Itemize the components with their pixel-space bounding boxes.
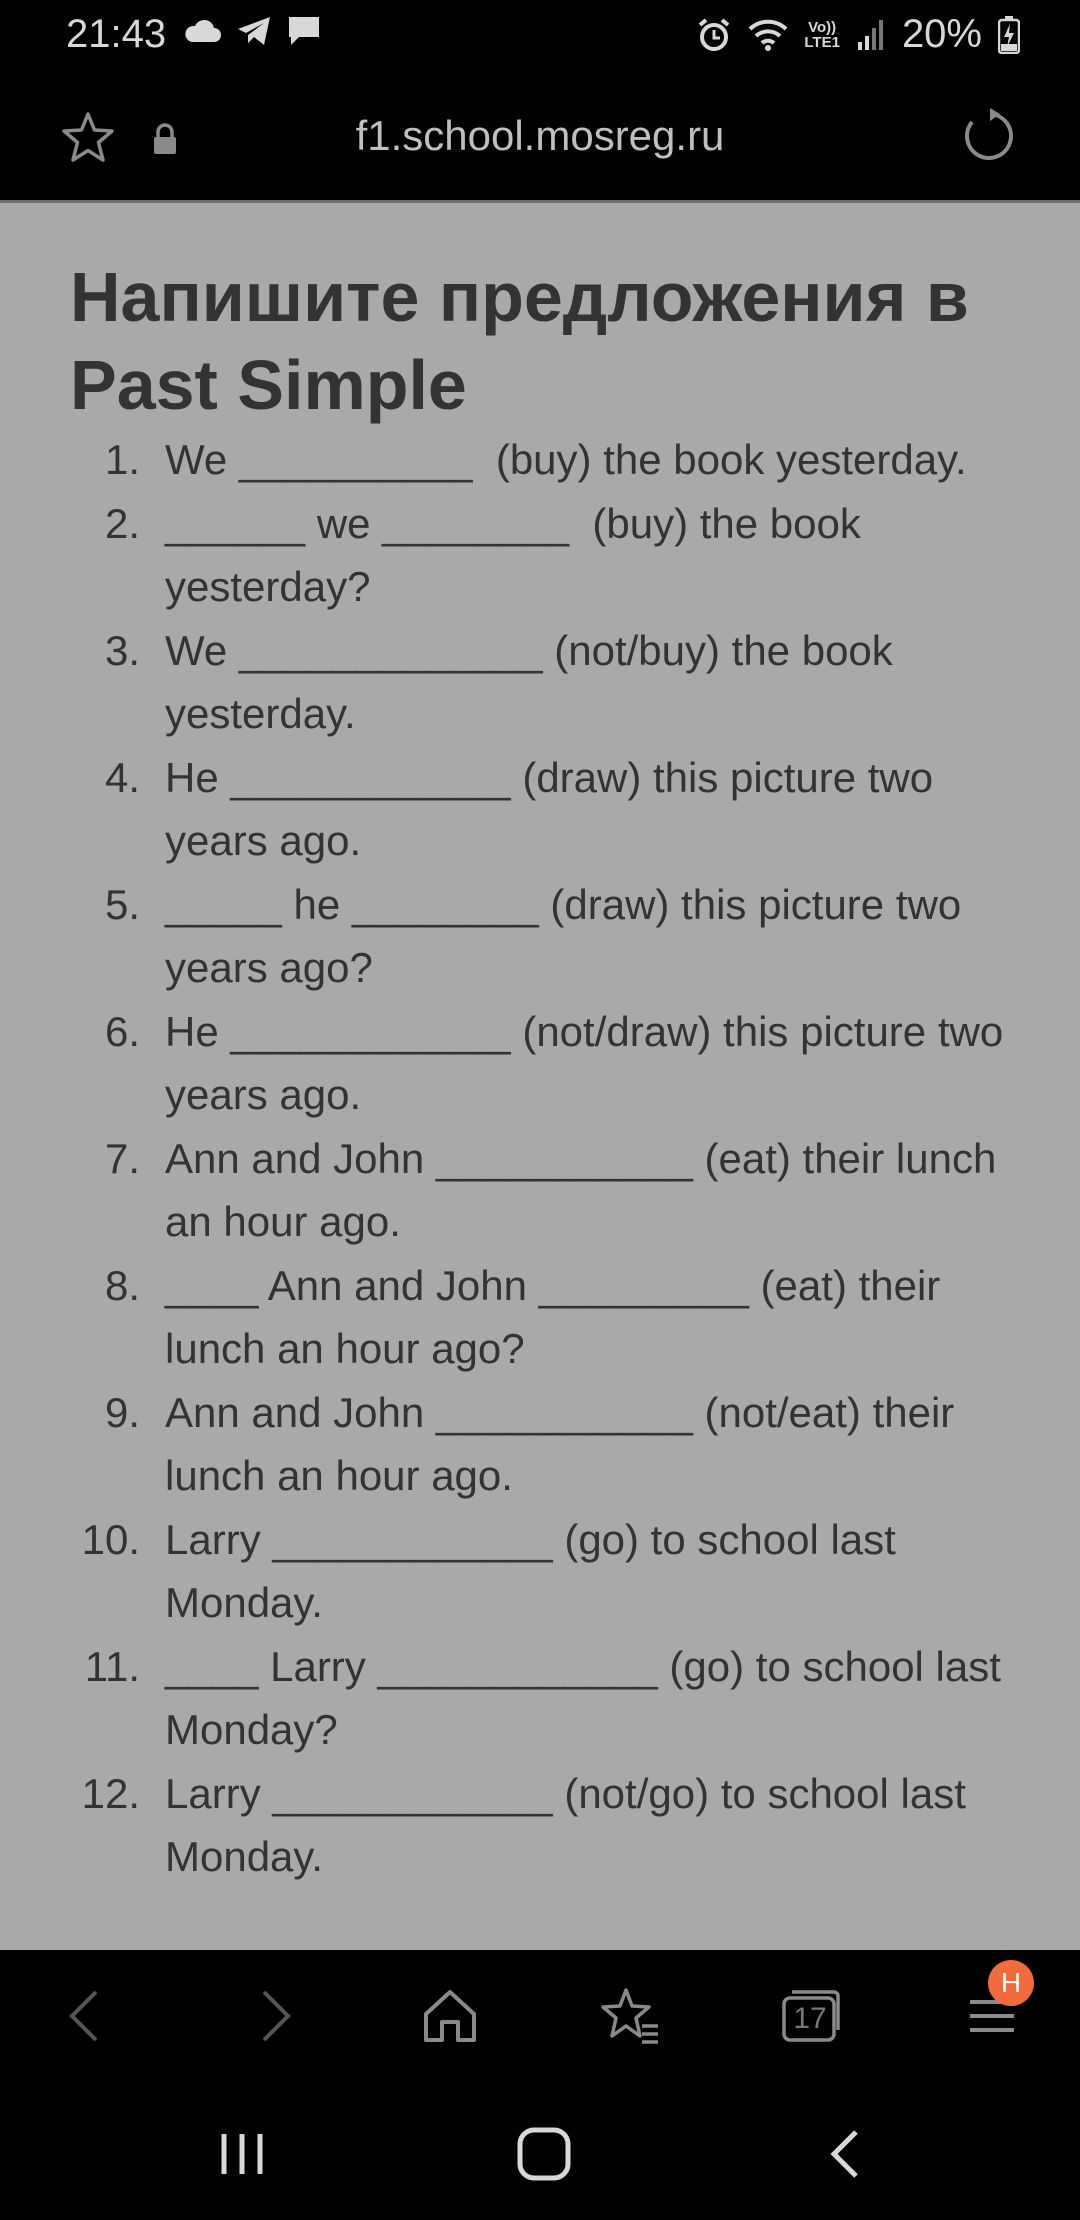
exercise-item <box>0 492 1080 619</box>
exercise-text: ______ we ________ (buy) the book yesterday? <box>165 499 873 610</box>
system-back-icon[interactable] <box>814 2122 878 2186</box>
url-text[interactable]: f1.school.mosreg.ru <box>355 112 725 159</box>
recent-apps-icon[interactable] <box>210 2122 274 2186</box>
page-title: Напишите предложения в Past Simple <box>70 258 969 424</box>
volte-lte-label: Vo)) LTE1 <box>804 18 840 51</box>
cloud-icon <box>184 18 222 44</box>
exercise-text: We __________ (buy) the book yesterday. <box>165 436 967 483</box>
exercise-text: _____ he ________ (draw) this picture two years ago? <box>165 880 973 991</box>
exercise-number: 2. <box>104 499 140 547</box>
exercise-item <box>0 1635 1080 1762</box>
exercise-item <box>0 428 1080 492</box>
forward-arrow-icon[interactable] <box>240 1984 304 2048</box>
exercise-text: Ann and John ___________ (eat) their lunch an hour ago. <box>165 1134 1008 1245</box>
exercise-number: 4. <box>104 753 140 801</box>
android-nav-bar <box>0 2080 1080 2220</box>
battery-percent: 20% <box>901 12 982 56</box>
status-time: 21:43 <box>66 12 167 56</box>
browser-toolbar <box>0 1950 1080 2080</box>
exercise-number: 12. <box>81 1769 140 1817</box>
tab-count: 17 <box>793 2002 827 2035</box>
exercise-number: 6. <box>104 1007 140 1055</box>
exercise-list <box>0 428 1080 1889</box>
status-right-group <box>696 12 1020 57</box>
exercise-item <box>0 1254 1080 1381</box>
reload-icon[interactable] <box>960 108 1016 164</box>
bookmarks-icon[interactable] <box>598 1984 662 2048</box>
exercise-text: We _____________ (not/buy) the book yesterday. <box>165 626 905 737</box>
alarm-icon <box>696 17 732 53</box>
menu-notification-badge: Н <box>988 1960 1034 2006</box>
battery-charging-icon <box>998 16 1020 54</box>
exercise-item <box>0 873 1080 1000</box>
exercise-number: 11. <box>84 1642 140 1690</box>
exercise-text: He ____________ (not/draw) this picture two years ago. <box>165 1007 1015 1118</box>
exercise-text: ____ Larry ____________ (go) to school last Monday? <box>165 1642 1013 1753</box>
wifi-icon <box>748 19 788 51</box>
signal-icon <box>856 18 886 52</box>
status-bar <box>0 0 1080 70</box>
home-icon[interactable] <box>418 1984 482 2048</box>
browser-address-bar <box>0 70 1080 200</box>
exercise-item <box>0 1000 1080 1127</box>
exercise-item <box>0 619 1080 746</box>
telegram-icon <box>236 15 272 47</box>
exercise-item <box>0 1762 1080 1889</box>
exercise-item <box>0 746 1080 873</box>
exercise-number: 5. <box>104 880 140 928</box>
exercise-number: 8. <box>104 1261 140 1309</box>
exercise-text: Larry ____________ (go) to school last Monday. <box>165 1515 908 1626</box>
home-button-icon[interactable] <box>512 2122 576 2186</box>
message-icon <box>286 14 322 48</box>
notification-icons <box>184 14 322 48</box>
exercise-item <box>0 1381 1080 1508</box>
exercise-number: 1. <box>104 436 140 483</box>
exercise-item <box>0 1508 1080 1635</box>
back-arrow-icon[interactable] <box>56 1984 120 2048</box>
exercise-item <box>0 1127 1080 1254</box>
exercise-text: Larry ____________ (not/go) to school last Monday. <box>165 1769 978 1880</box>
exercise-number: 9. <box>104 1388 140 1436</box>
page-content <box>0 200 1080 1950</box>
exercise-number: 10. <box>81 1515 140 1563</box>
exercise-text: He ____________ (draw) this picture two years ago. <box>165 753 945 864</box>
exercise-number: 7. <box>104 1134 140 1182</box>
exercise-number: 3. <box>104 626 140 674</box>
exercise-text: ____ Ann and John _________ (eat) their lunch an hour ago? <box>165 1261 952 1372</box>
exercise-text: Ann and John ___________ (not/eat) their lunch an hour ago. <box>165 1388 966 1499</box>
